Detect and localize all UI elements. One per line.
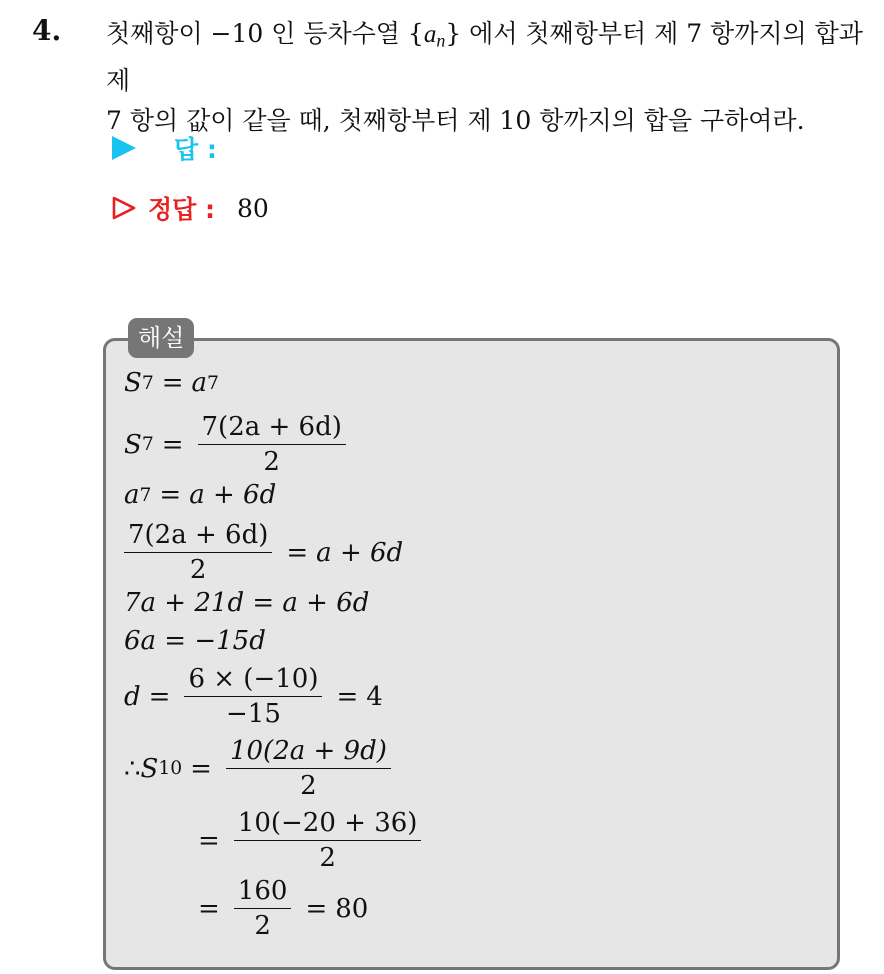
question-text [106,14,876,141]
equation-4: $\frac{7(2a + 6d)}{2}$ = a + 6d [124,520,403,585]
answer-label: 답 : [174,135,217,164]
outline-triangle-icon [112,196,136,220]
equation-1: S 7 = a 7 [124,368,219,398]
fraction: $\frac{7(2a + 6d)}{2}$ [124,520,272,585]
solution-value: 80 [237,193,269,223]
question-line-2: 7 항의 값이 같을 때, 첫째항부터 제 10 항까지의 합을 구하여라. [106,105,805,135]
question-number: 4. [32,14,62,47]
equation-9: = $\frac{10(-20 + 36)}{2}$ [190,808,427,873]
fraction: $\frac{6 \times (-10)}{-15}$ [184,664,322,729]
explanation-tag: 해설 [128,318,194,358]
fraction: $\frac{7(2a + 6d)}{2}$ [198,412,346,477]
answer-row [112,130,217,166]
play-triangle-icon [112,136,136,160]
equation-7: d = $\frac{6 \times (-10)}{-15}$ = 4 [124,664,383,729]
solution-label: 정답 : [148,195,216,224]
fraction: $\frac{10(2a + 9d)}{2}$ [226,736,391,801]
equation-10: = $\frac{160}{2}$ = 80 [198,876,369,941]
fraction: $\frac{160}{2}$ [234,876,292,941]
equation-6: 6a = −15d [124,626,266,656]
equation-2: S 7 = $\frac{7(2a + 6d)}{2}$ [124,412,352,477]
equation-5: 7a + 21d = a + 6d [124,588,370,618]
equation-3: a 7 = a + 6d [124,480,277,510]
equation-8: ∴ S 10 = $\frac{10(2a + 9d)}{2}$ [124,736,397,801]
question-line-1: 첫째항이 −10 인 등차수열 $\{a_n\}$ 에서 첫째항부터 제 7 항까지의 합과 제 [106,19,863,95]
solution-row [112,190,269,226]
fraction: $\frac{10(-20 + 36)}{2}$ [234,808,422,873]
